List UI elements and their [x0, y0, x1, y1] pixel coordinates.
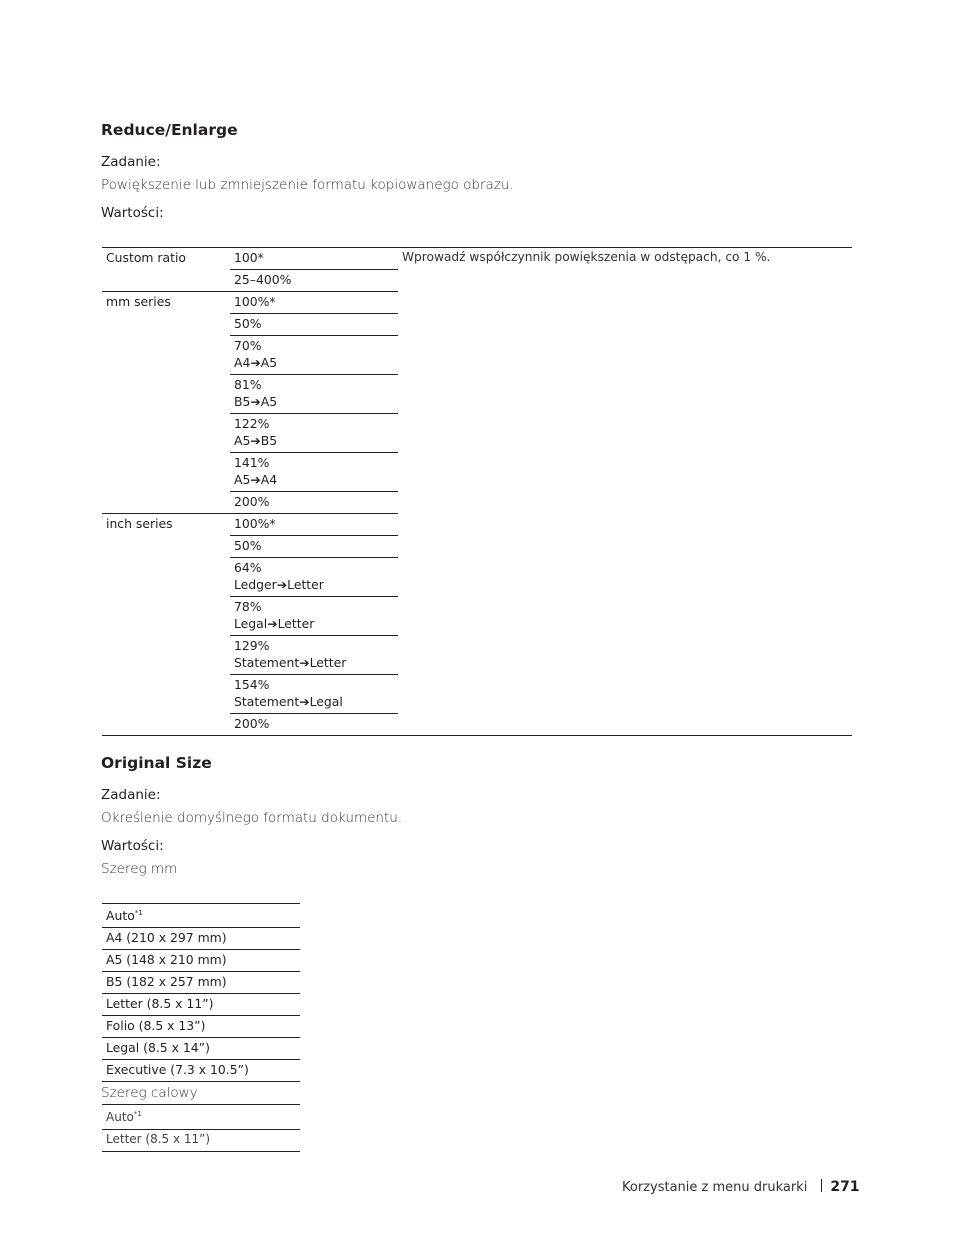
footnote-marker: *1	[134, 909, 143, 917]
size-cell	[102, 972, 300, 994]
ratio-value: 25–400%	[234, 272, 292, 287]
ratio-value: 70%	[234, 338, 262, 353]
value-cell	[230, 514, 398, 536]
table-row	[102, 1016, 300, 1038]
size-text: A5 (148 x 210 mm)	[106, 952, 227, 968]
size-cell	[102, 928, 300, 950]
value-cell	[230, 453, 398, 492]
ratio-value: 64%	[234, 560, 262, 575]
conversion-value: A5➔A4	[234, 472, 278, 487]
value-cell	[230, 314, 398, 336]
page-footer	[622, 1179, 860, 1195]
table-row	[102, 1105, 300, 1130]
value-cell	[230, 270, 398, 292]
table-row	[102, 928, 300, 950]
values-label: Wartości:	[101, 838, 164, 854]
page-number: 271	[830, 1179, 860, 1195]
ratio-value: 50%	[234, 538, 262, 553]
value-cell	[230, 558, 398, 597]
table-row	[102, 994, 300, 1016]
value-cell	[230, 375, 398, 414]
group-name: inch series	[102, 514, 230, 736]
task-label: Zadanie:	[101, 154, 161, 170]
ratio-value: 81%	[234, 377, 262, 392]
group-name: mm series	[102, 292, 230, 514]
footnote-marker: *1	[133, 1110, 142, 1118]
ratio-value: 200%	[234, 494, 270, 509]
value-cell	[230, 675, 398, 714]
conversion-value: B5➔A5	[234, 394, 278, 409]
size-text: Executive (7.3 x 10.5”)	[106, 1062, 249, 1078]
conversion-value: Ledger➔Letter	[234, 577, 324, 592]
size-cell	[102, 950, 300, 972]
ratio-value: 78%	[234, 599, 262, 614]
section-title: Original Size	[101, 754, 212, 772]
value-cell	[230, 336, 398, 375]
task-label: Zadanie:	[101, 787, 161, 803]
size-cell	[102, 1060, 300, 1082]
ratio-value: 200%	[234, 716, 270, 731]
size-text: A4 (210 x 297 mm)	[106, 930, 227, 946]
mm-sizes-table	[102, 903, 300, 1082]
inch-sizes-table	[102, 1104, 300, 1152]
value-cell	[230, 292, 398, 314]
table-row	[102, 1060, 300, 1082]
value-cell	[230, 414, 398, 453]
mm-series-label: Szereg mm	[101, 861, 178, 877]
value-cell	[230, 597, 398, 636]
value-cell	[230, 714, 398, 736]
conversion-value: Statement➔Legal	[234, 694, 343, 709]
table-row	[102, 1038, 300, 1060]
table-row	[102, 1130, 300, 1152]
conversion-value: Legal➔Letter	[234, 616, 315, 631]
conversion-value: Statement➔Letter	[234, 655, 347, 670]
size-text: Letter (8.5 x 11”)	[106, 996, 214, 1012]
value-cell	[230, 492, 398, 514]
table-row	[102, 950, 300, 972]
size-cell	[102, 1130, 300, 1152]
ratio-value: 100%*	[234, 516, 276, 531]
ratio-value: 122%	[234, 416, 270, 431]
ratio-value: 154%	[234, 677, 270, 692]
size-text: Letter (8.5 x 11”)	[106, 1132, 211, 1146]
footer-text: Korzystanie z menu drukarki	[622, 1180, 808, 1195]
size-cell	[102, 994, 300, 1016]
inch-series-label: Szereg calowy	[101, 1085, 198, 1101]
task-text: Określenie domyślnego formatu dokumentu.	[101, 810, 403, 826]
value-cell	[230, 248, 398, 270]
size-cell	[102, 1016, 300, 1038]
size-text: B5 (182 x 257 mm)	[106, 974, 227, 990]
conversion-value: A4➔A5	[234, 355, 278, 370]
conversion-value: A5➔B5	[234, 433, 278, 448]
group-name: Custom ratio	[102, 248, 230, 292]
table-row	[102, 248, 852, 270]
size-text: Auto	[106, 1110, 134, 1124]
ratio-value: 141%	[234, 455, 270, 470]
ratio-value: 50%	[234, 316, 262, 331]
table-row	[102, 904, 300, 928]
size-text: Folio (8.5 x 13”)	[106, 1018, 206, 1034]
section-title: Reduce/Enlarge	[101, 121, 238, 139]
size-text: Legal (8.5 x 14”)	[106, 1040, 210, 1056]
values-label: Wartości:	[101, 205, 164, 221]
ratio-value: 100%*	[234, 294, 276, 309]
footer-divider	[821, 1179, 822, 1192]
value-cell	[230, 536, 398, 558]
reduce-enlarge-table	[102, 247, 852, 736]
description: Wprowadź współczynnik powiększenia w odstępach, co 1 %.	[398, 248, 852, 736]
value-cell	[230, 636, 398, 675]
size-cell	[102, 1105, 300, 1130]
task-text: Powiększenie lub zmniejszenie formatu kopiowanego obrazu.	[101, 177, 514, 193]
size-cell	[102, 1038, 300, 1060]
size-text: Auto	[106, 908, 135, 924]
size-cell	[102, 904, 300, 928]
table-row	[102, 972, 300, 994]
ratio-value: 129%	[234, 638, 270, 653]
ratio-value: 100*	[234, 250, 264, 265]
